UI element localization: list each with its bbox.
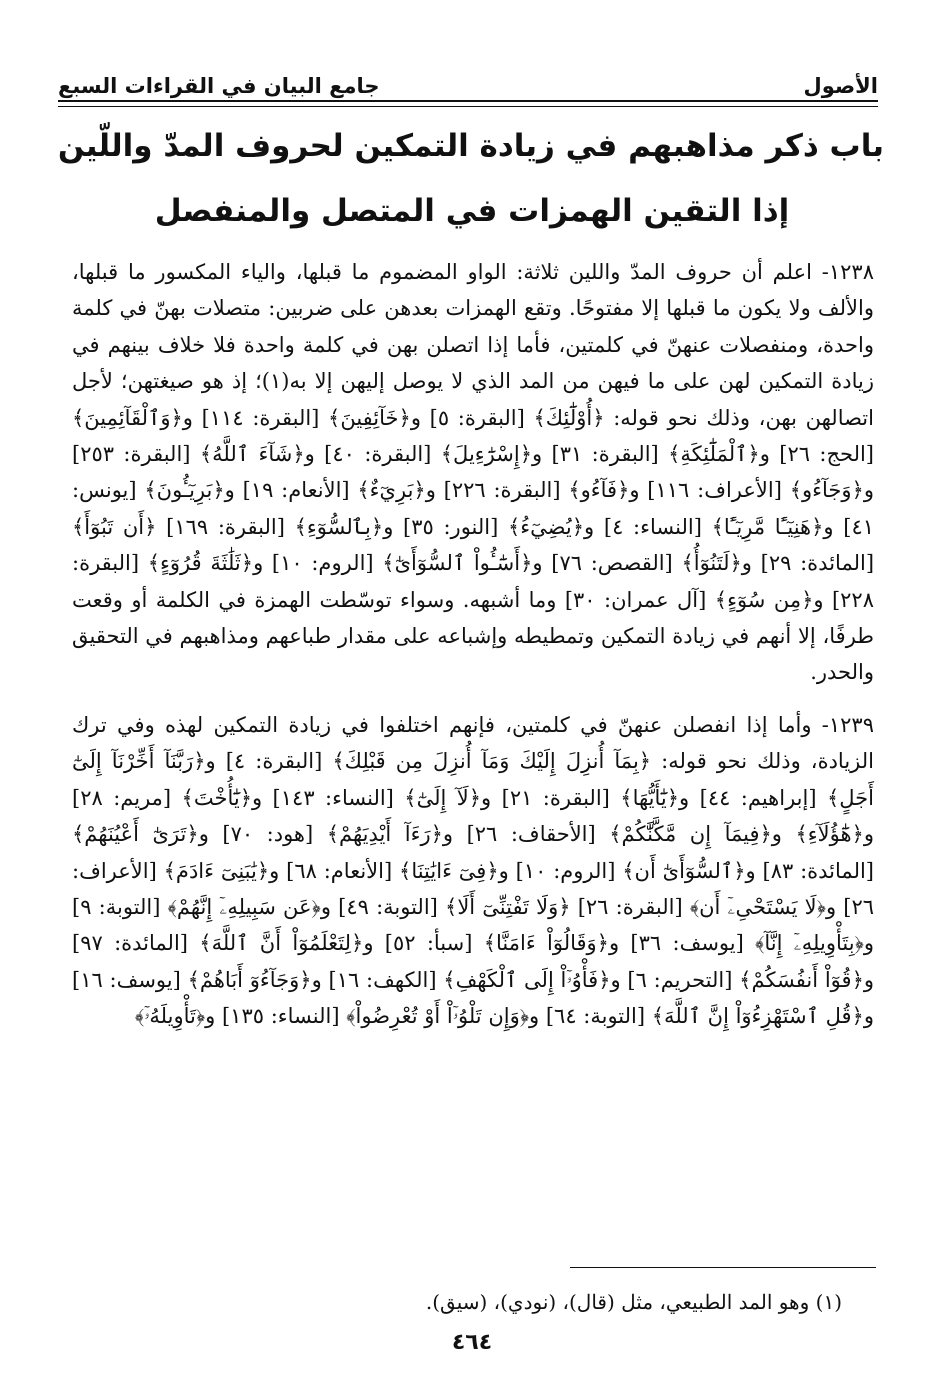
chapter-subtitle: إذا التقين الهمزات في المتصل والمنفصل [154, 193, 790, 229]
header-rule [58, 100, 878, 107]
paragraph-1238: ١٢٣٨- اعلم أن حروف المدّ واللين ثلاثة: الواو المضموم ما قبلها، والياء المكسور ما قبلها، والألف ولا يكون ما قبلها إلا مفتوحًا. وتقع الهمزات بعدهن على ضربين: متصلات بهنّ في كلمة واحدة، ومنفصلات عنهنّ في كلمتين، فأما إذا اتصلن بهن في كلمة واحدة فلا خلاف بينهم في زيادة التمكين لهن على ما فيهن من المد الذي لا يوصل إليهن إلا به(١)؛ إذ هو صيغتهن؛ لأجل اتصالهن بهن، وذلك نحو قوله: ﴿أُوْلَٰٓئِكَ﴾ [البقرة: ٥] و﴿خَآئِفِينَ﴾ [البقرة: ١١٤] و﴿وَٱلْقَآئِمِينَ﴾ [الحج: ٢٦] و﴿ٱلْمَلَٰٓئِكَةِ﴾ [البقرة: ٣١] و﴿إِسْرَٰٓءِيلَ﴾ [البقرة: ٤٠] و﴿شَآءَ ٱللَّهُ﴾ [البقرة: ٢٥٣] و﴿وَجَآءُو﴾ [الأعراف: ١١٦] و﴿فَآءُو﴾ [البقرة: ٢٢٦] و﴿بَرِيٓءٌ﴾ [الأنعام: ١٩] و﴿بَرِيٓـُٔونَ﴾ [يونس: ٤١] و﴿هَنِيٓـًٔا مَّرِيٓـًٔا﴾ [النساء: ٤] و﴿يُضِيٓءُ﴾ [النور: ٣٥] و﴿بِٱلسُّوٓءِ﴾ [البقرة: ١٦٩] ﴿أَن تَبُوٓأَ﴾ [المائدة: ٢٩] و﴿لَتَنُوٓأُ﴾ [القصص: ٧٦] و﴿أَسَٰٓـُٔواْ ٱلسُّوٓأَىٰٓ﴾ [الروم: ١٠] و﴿ثَلَٰثَةَ قُرُوٓءٍ﴾ [البقرة: ٢٢٨] و﴿مِن سُوٓءٍ﴾ [آل عمران: ٣٠] وما أشبهه. وسواء توسّطت الهمزة في الكلمة أو وقعت طرفًا، إلا أنهم في زيادة التمكين وتمطيطه وإشباعه على مقدار طباعهم ومذاهبهم في التحقيق والحدر. [72, 260, 875, 685]
footnote-rule [570, 1267, 876, 1268]
header-section-title: الأصول [803, 74, 878, 98]
main-text [72, 254, 874, 1035]
chapter-title: باب ذكر مذاهبهم في زيادة التمكين لحروف المدّ واللّين [57, 128, 884, 164]
footnote: (١) وهو المد الطبيعي، مثل (قال)، (نودي)، (سيق). [425, 1290, 842, 1314]
page-number: ٤٦٤ [451, 1330, 493, 1355]
header-book-title: جامع البيان في القراءات السبع [58, 74, 380, 98]
running-header [58, 58, 878, 98]
paragraph-1239: ١٢٣٩- وأما إذا انفصلن عنهنّ في كلمتين، فإنهم اختلفوا في زيادة التمكين لهذه وفي ترك الزيادة، وذلك نحو قوله: ﴿بِمَآ أُنزِلَ إِلَيْكَ وَمَآ أُنزِلَ مِن قَبْلِكَ﴾ [البقرة: ٤] و﴿رَبَّنَآ أَخِّرْنَآ إِلَىٰٓ أَجَلٍ﴾ [إبراهيم: ٤٤] و﴿يَٰٓأَيُّهَا﴾ [البقرة: ٢١] و﴿لَآ إِلَىٰٓ﴾ [النساء: ١٤٣] و﴿يَٰٓأُخْتَ﴾ [مريم: ٢٨] و﴿هَٰٓؤُلَآءِ﴾ و﴿فِيمَآ إِن مَّكَّنَّٰكُمْ﴾ [الأحقاف: ٢٦] و﴿رَءَآ أَيْدِيَهُمْ﴾ [هود: ٧٠] و﴿تَرَىٰٓ أَعْيُنَهُمْ﴾ [المائدة: ٨٣] و﴿ٱلسُّوٓأَىٰٓ أَن﴾ [الروم: ١٠] و﴿فِىٓ ءَايَٰتِنَا﴾ [الأنعام: ٦٨] و﴿يَٰبَنِىٓ ءَادَمَ﴾ [الأعراف: ٢٦] و﴿لَا يَسْتَحْىِۦٓ أَن﴾ [البقرة: ٢٦] ﴿وَلَا تَفْتِنِّىٓ أَلَا﴾ [التوبة: ٤٩] و﴿عَن سَبِيلِهِۦٓ إِنَّهُمْ﴾ [التوبة: ٩] و﴿بِتَأْوِيلِهِۦٓ إِنَّآ﴾ [يوسف: ٣٦] و﴿وَقَالُوٓاْ ءَامَنَّا﴾ [سبأ: ٥٢] و﴿لِتَعْلَمُوٓاْ أَنَّ ٱللَّهَ﴾ [المائدة: ٩٧] و﴿قُوٓاْ أَنفُسَكُمْ﴾ [التحريم: ٦] و﴿فَأْوُۥٓاْ إِلَى ٱلْكَهْفِ﴾ [الكهف: ١٦] و﴿وَجَآءُوٓ أَبَاهُمْ﴾ [يوسف: ١٦] و﴿قُلِ ٱسْتَهْزِءُوٓاْ إِنَّ ٱللَّهَ﴾ [التوبة: ٦٤] و﴿وَإِن تَلْوُۥٓاْ أَوْ تُعْرِضُواْ﴾ [النساء: ١٣٥] و﴿تَأْوِيلَهُۥٓ﴾ [72, 712, 875, 1029]
